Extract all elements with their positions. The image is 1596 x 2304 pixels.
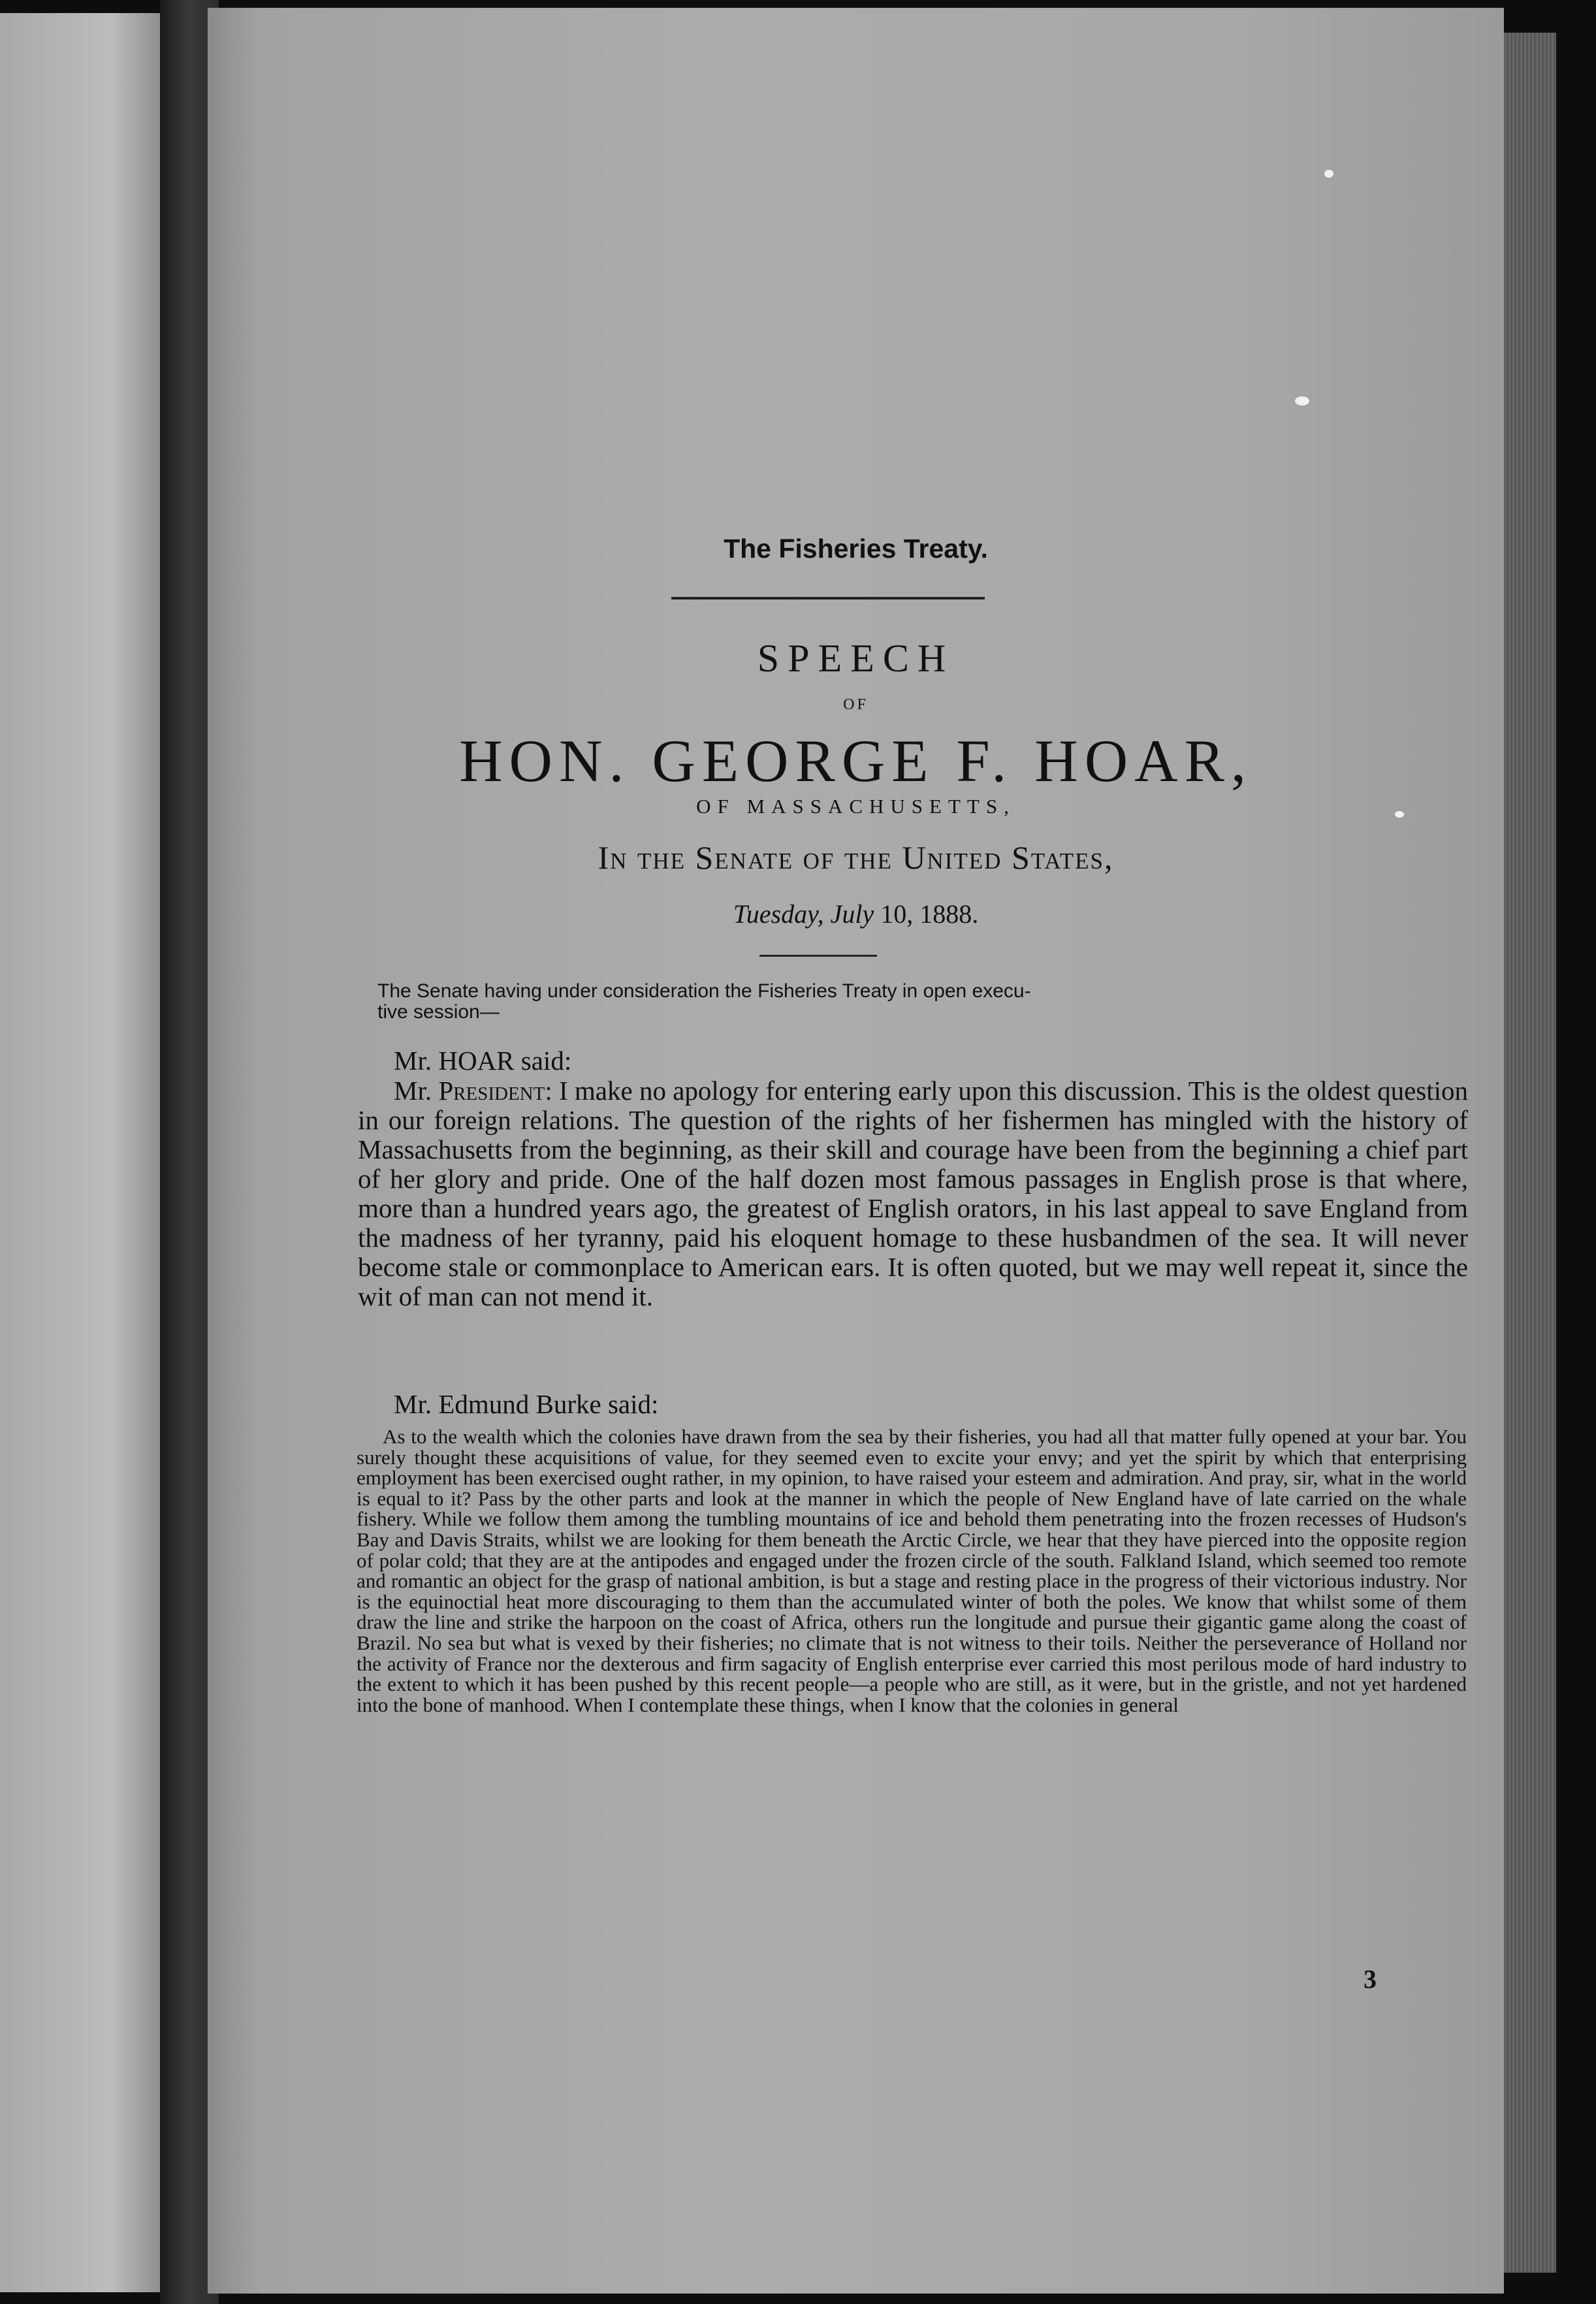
document-page — [208, 8, 1504, 2294]
intro-line-1: The Senate having under consideration the Fisheries Treaty in open execu- — [377, 980, 1031, 1002]
burke-intro: Mr. Edmund Burke said: — [394, 1389, 659, 1419]
paper-blemish — [1324, 170, 1333, 178]
date-month: July — [830, 899, 874, 929]
heading-divider — [671, 597, 985, 600]
venue-line: In the Senate of the United States, — [598, 839, 1114, 876]
intro-note — [377, 981, 1435, 1023]
intro-line-2: tive session— — [377, 1001, 500, 1023]
document-heading: The Fisheries Treaty. — [724, 534, 988, 564]
speech-label: SPEECH — [757, 637, 955, 680]
page-edges — [1504, 33, 1556, 2273]
date-weekday: Tuesday, — [733, 899, 824, 929]
speaker-state: OF MASSACHUSETTS, — [696, 795, 1015, 818]
main-paragraph — [358, 1076, 1468, 1311]
address-prefix: Mr. — [394, 1076, 432, 1106]
page-number: 3 — [1364, 1964, 1377, 1994]
paper-blemish — [1295, 396, 1309, 406]
speaker-intro: Mr. HOAR said: — [394, 1046, 572, 1076]
date-rest: 10, 1888. — [880, 899, 979, 929]
main-paragraph-text: I make no apology for entering early upon this discussion. This is the oldest question in our foreign relations. The question of the rights of her fishermen has mingled with the history of Massachusetts from the beginning, as their skill and courage have been from the beginning a chief part of her glory and pride. One of the half dozen most famous passages in English prose is that where, more than a hundred years ago, the greatest of English orators, in his last appeal to save England from the madness of her tyranny, paid his eloquent homage to these husbandmen of the sea. It will never become stale or commonplace to American ears. It is often quoted, but we may well repeat it, since the wit of man can not mend it. — [358, 1076, 1469, 1311]
paper-blemish — [1395, 811, 1404, 818]
burke-quote: As to the wealth which the colonies have drawn from the sea by their fisheries, you had all that matter fully opened at your bar. You surely thought these acquisitions of value, for they seemed even to excite your envy; and yet the spirit by which that enterprising employment has been exercised ought rather, in my opinion, to have raised your esteem and admiration. And pray, sir, what in the world is equal to it? Pass by the other parts and look at the manner in which the people of New England have of late carried on the whale fishery. While we follow them among the tumbling mountains of ice and behold them penetrating into the frozen recesses of Hudson's Bay and Davis Straits, whilst we are looking for them beneath the Arctic Circle, we hear that they have pierced into the opposite region of polar cold; that they are at the antipodes and engaged under the frozen circle of the south. Falkland Island, which seemed too remote and romantic an object for the grasp of national ambition, is but a stage and resting place in the progress of their victorious industry. Nor is the equinoctial heat more discouraging to them than the accumulated winter of both the poles. We know that whilst some of them draw the line and strike the harpoon on the coast of Africa, others run the longitude and pursue their gigantic game along the coast of Brazil. No sea but what is vexed by their fisheries; no climate that is not witness to their toils. Neither the perseverance of Holland nor the activity of France nor the dexterous and firm sagacity of English enterprise ever carried this most perilous mode of hard industry to the extent to which it has been pushed by this recent people—a people who are still, as it were, but in the gristle, and not yet hardened into the bone of manhood. When I contemplate these things, when I know that the colonies in general — [357, 1425, 1467, 1716]
speech-date — [208, 899, 1504, 929]
of-label: OF — [843, 696, 869, 713]
speaker-name: HON. GEORGE F. HOAR, — [459, 728, 1253, 794]
date-divider — [759, 955, 877, 957]
address-title: President: — [438, 1076, 552, 1106]
facing-page — [0, 13, 160, 2292]
